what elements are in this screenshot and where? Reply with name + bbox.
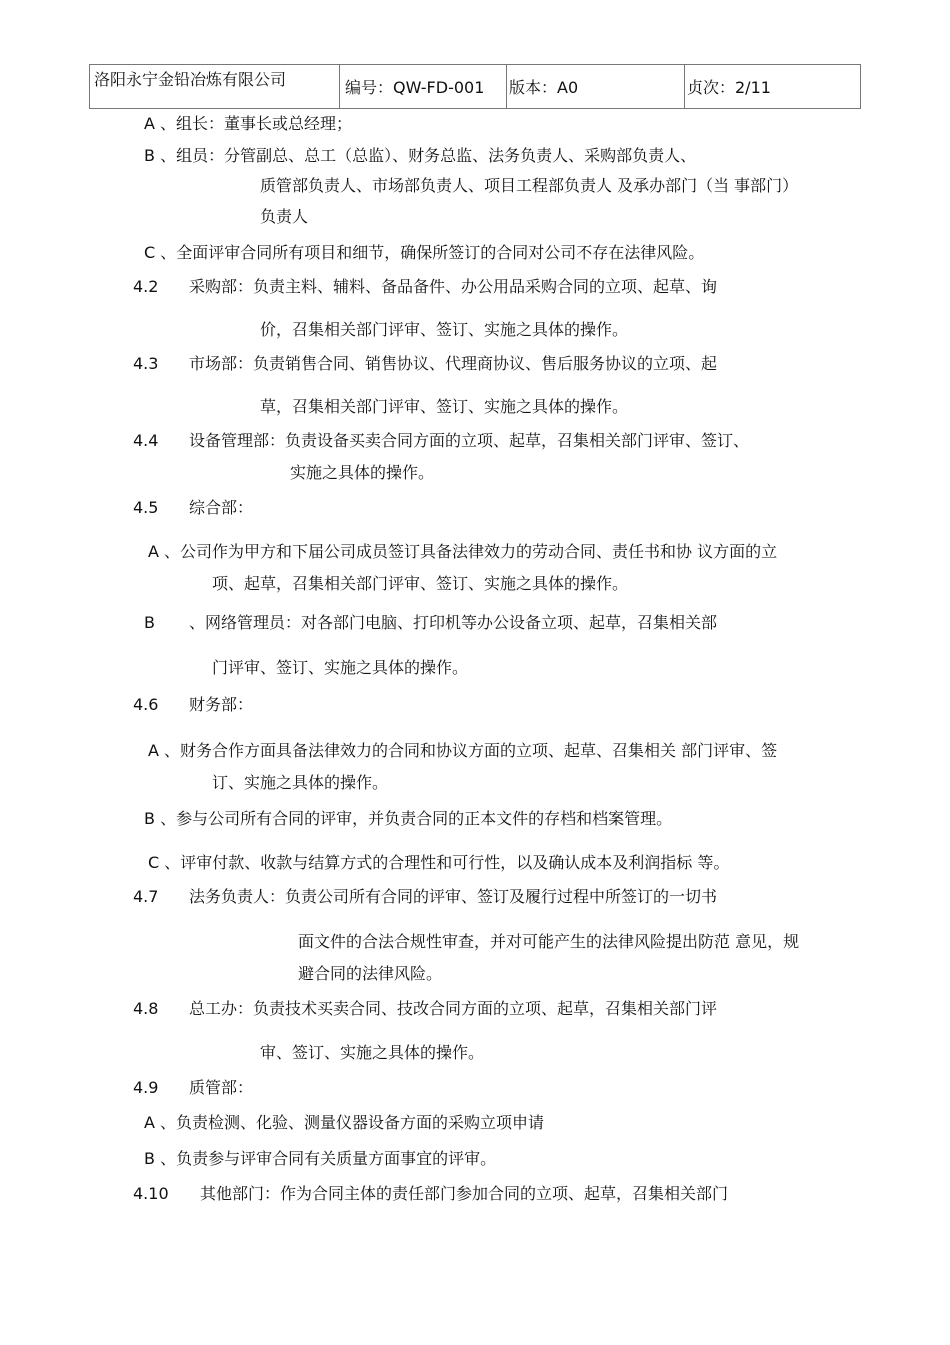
text-line: 面文件的合法合规性审查，并对可能产生的法律风险提出防范 意见，规 — [298, 932, 800, 951]
section-number: 4.2 — [133, 277, 159, 296]
text-line: 订、实施之具体的操作。 — [212, 773, 389, 792]
text-line: 审、签订、实施之具体的操作。 — [260, 1043, 485, 1062]
text-line: C 、全面评审合同所有项目和细节，确保所签订的合同对公司不存在法律风险。 — [144, 243, 705, 262]
text-line: 价，召集相关部门评审、签订、实施之具体的操作。 — [260, 320, 629, 339]
text-line: 门评审、签订、实施之具体的操作。 — [212, 658, 469, 677]
text-line: A 、组长：董事长或总经理； — [144, 114, 353, 133]
section-number: 4.7 — [133, 887, 159, 906]
text-line: 避合同的法律风险。 — [298, 964, 443, 983]
text-line: 市场部：负责销售合同、销售协议、代理商协议、售后服务协议的立项、起 — [189, 354, 718, 373]
text-line: 实施之具体的操作。 — [290, 463, 435, 482]
text-line: 综合部： — [189, 498, 254, 517]
text-line: 草，召集相关部门评审、签订、实施之具体的操作。 — [260, 397, 629, 416]
text-line: B 、参与公司所有合同的评审，并负责合同的正本文件的存档和档案管理。 — [144, 809, 673, 828]
text-line: B 、负责参与评审合同有关质量方面事宜的评审。 — [144, 1149, 497, 1168]
text-line: B 、组员：分管副总、总工（总监）、财务总监、法务负责人、采购部负责人、 — [144, 146, 697, 165]
document-header-table — [89, 64, 861, 109]
text-line: 财务部： — [189, 695, 254, 714]
document-number: 编号：QW-FD-001 — [340, 65, 507, 108]
text-line: 法务负责人：负责公司所有合同的评审、签订及履行过程中所签订的一切书 — [189, 887, 718, 906]
text-line: A 、负责检测、化验、测量仪器设备方面的采购立项申请 — [144, 1113, 545, 1132]
text-line: C 、评审付款、收款与结算方式的合理性和可行性，以及确认成本及利润指标 等。 — [148, 853, 730, 872]
text-line: A 、公司作为甲方和下届公司成员签订具备法律效力的劳动合同、责任书和协 议方面的立 — [148, 542, 778, 561]
company-name: 洛阳永宁金铅冶炼有限公司 — [90, 65, 340, 108]
section-number: 4.4 — [133, 431, 159, 450]
section-number: 4.3 — [133, 354, 159, 373]
section-number: 4.6 — [133, 695, 159, 714]
text-line: 质管部： — [189, 1078, 254, 1097]
text-line: 质管部负责人、市场部负责人、项目工程部负责人 及承办部门（当 事部门） — [260, 176, 799, 195]
section-number: 4.8 — [133, 999, 159, 1018]
list-marker: B — [144, 613, 155, 632]
text-line: 总工办：负责技术买卖合同、技改合同方面的立项、起草，召集相关部门评 — [189, 999, 718, 1018]
text-line: 项、起草，召集相关部门评审、签订、实施之具体的操作。 — [212, 574, 629, 593]
text-line: 其他部门：作为合同主体的责任部门参加合同的立项、起草，召集相关部门 — [200, 1184, 729, 1203]
page-indicator: 贞次：2/11 — [687, 78, 771, 97]
text-line: 负责人 — [260, 207, 309, 226]
section-number: 4.10 — [133, 1184, 169, 1203]
text-line: A 、财务合作方面具备法律效力的合同和协议方面的立项、起草、召集相关 部门评审、签 — [148, 741, 778, 760]
section-number: 4.5 — [133, 498, 159, 517]
text-line: 、网络管理员：对各部门电脑、打印机等办公设备立项、起草，召集相关部 — [189, 613, 718, 632]
text-line: 采购部：负责主料、辅料、备品备件、办公用品采购合同的立项、起草、询 — [189, 277, 718, 296]
section-number: 4.9 — [133, 1078, 159, 1097]
document-version: 版本：A0 — [507, 65, 685, 108]
text-line: 设备管理部：负责设备买卖合同方面的立项、起草，召集相关部门评审、签订、 — [189, 431, 750, 450]
